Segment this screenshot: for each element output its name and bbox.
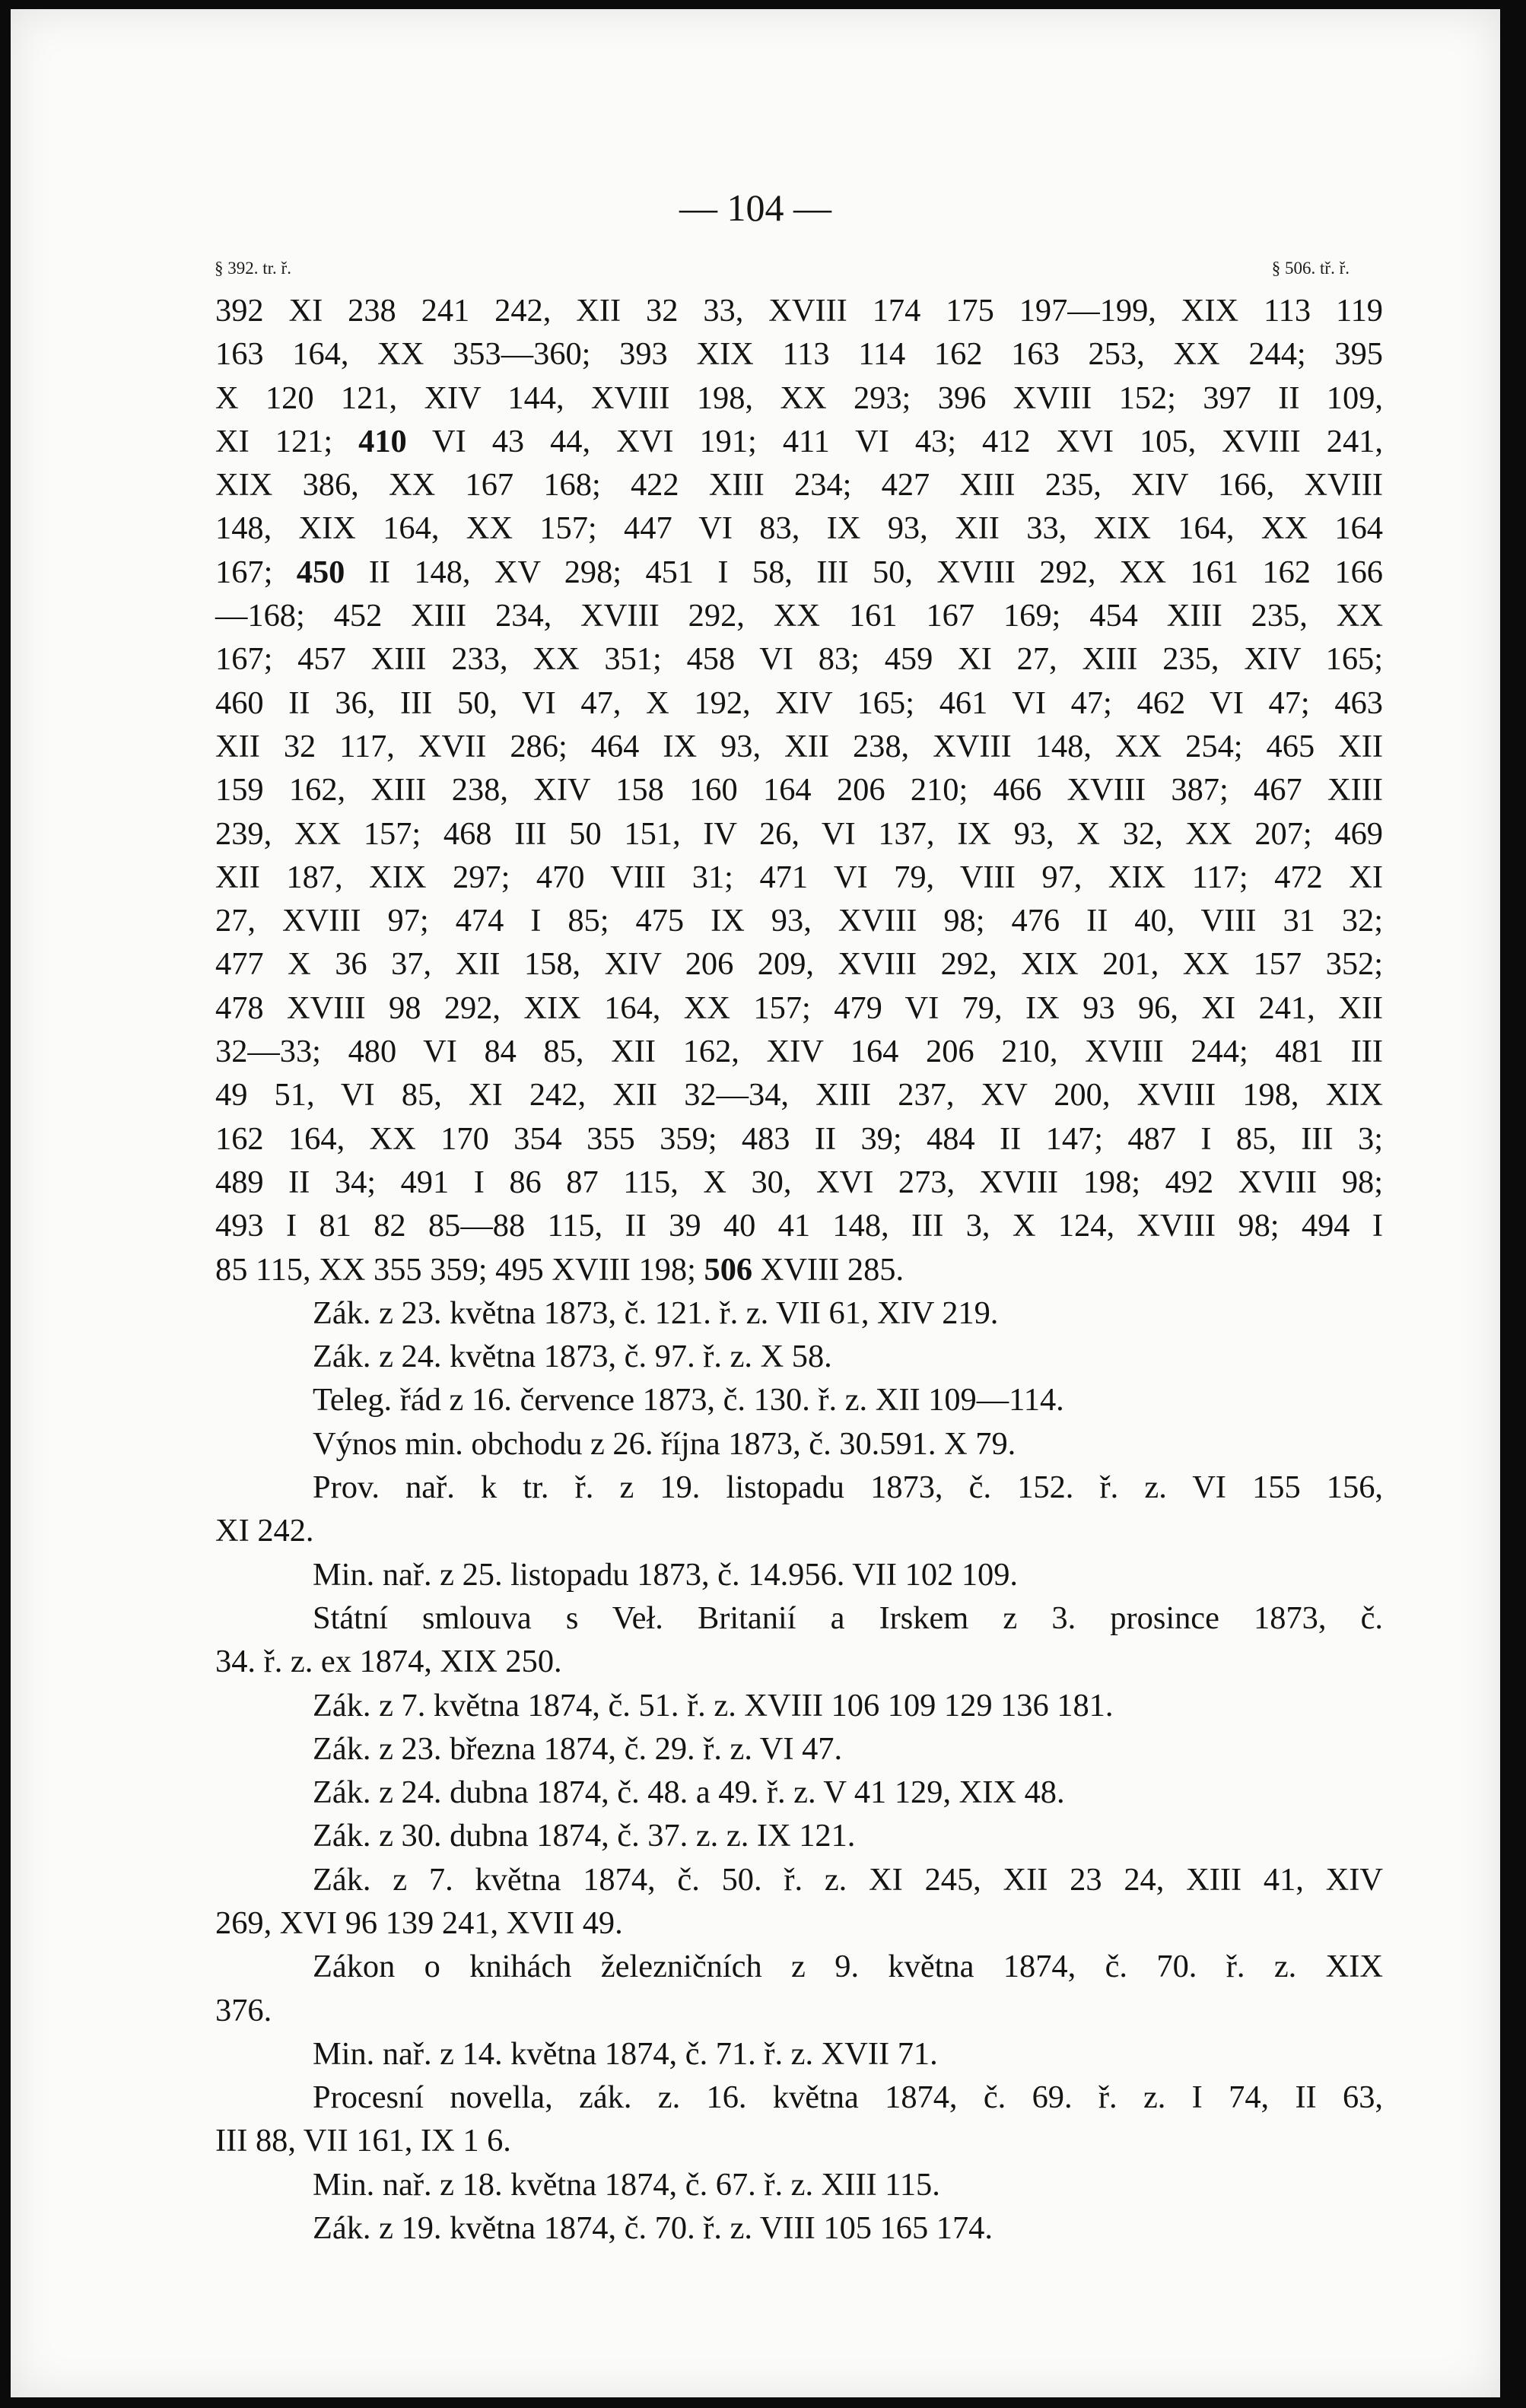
index-line <box>215 420 1383 463</box>
index-text: VI 43 44, XVI 191; 411 VI 43; 412 XVI 105, XVIII 241, <box>431 423 1383 459</box>
index-line: 477 X 36 37, XII 158, XIV 206 209, XVIII 292, XIX 201, XX 157 352; <box>215 946 1383 983</box>
index-line: 392 XI 238 241 242, XII 32 33, XVIII 174 175 197—199, XIX 113 119 <box>215 293 1383 329</box>
index-line: 159 162, XIII 238, XIV 158 160 164 206 210; 466 XVIII 387; 467 XIII <box>215 772 1383 808</box>
page-number: — 104 — <box>679 186 831 229</box>
index-line <box>215 551 1383 594</box>
entry-line: Zák. z 7. května 1874, č. 51. ř. z. XVIII 106 109 129 136 181. <box>313 1687 1114 1723</box>
entry-line: Min. nař. z 25. listopadu 1873, č. 14.956. VII 102 109. <box>313 1556 1019 1593</box>
entry-line: Prov. nař. k tr. ř. z 19. listopadu 1873, č. 152. ř. z. VI 155 156, <box>313 1469 1383 1506</box>
index-text: XI 121; <box>215 423 333 459</box>
index-text: XVIII 285. <box>760 1251 904 1288</box>
index-text: 167; <box>215 554 273 590</box>
bold-section-number: 506 <box>704 1251 753 1288</box>
entry-line: Zákon o knihách železničních z 9. května 1874, č. 70. ř. z. XIX <box>313 1949 1383 1985</box>
entry-line: Zák. z 24. dubna 1874, č. 48. a 49. ř. z. V 41 129, XIX 48. <box>313 1774 1065 1811</box>
entry-line: III 88, VII 161, IX 1 6. <box>215 2123 511 2159</box>
index-line: 167; 457 XIII 233, XX 351; 458 VI 83; 459 XI 27, XIII 235, XIV 165; <box>215 641 1383 678</box>
index-line: XII 187, XIX 297; 470 VIII 31; 471 VI 79, VIII 97, XIX 117; 472 XI <box>215 859 1383 895</box>
bold-section-number: 450 <box>296 554 345 590</box>
entry-line: Zák. z 23. března 1874, č. 29. ř. z. VI 47. <box>313 1730 843 1767</box>
running-head-left: § 392. tr. ř. <box>215 259 291 278</box>
text-block <box>215 289 1383 2250</box>
index-line: 148, XIX 164, XX 157; 447 VI 83, IX 93, XII 33, XIX 164, XX 164 <box>215 510 1383 547</box>
index-line: 49 51, VI 85, XI 242, XII 32—34, XIII 237, XV 200, XVIII 198, XIX <box>215 1077 1383 1113</box>
entry-line: Zák. z 23. května 1873, č. 121. ř. z. VII 61, XIV 219. <box>313 1295 999 1331</box>
index-line <box>215 1248 1383 1291</box>
bold-section-number: 410 <box>358 423 407 459</box>
entry-line: Zák. z 30. dubna 1874, č. 37. z. z. IX 121. <box>313 1818 856 1854</box>
index-line: 460 II 36, III 50, VI 47, X 192, XIV 165; 461 VI 47; 462 VI 47; 463 <box>215 685 1383 721</box>
entry-line: Teleg. řád z 16. července 1873, č. 130. ř. z. XII 109—114. <box>313 1382 1064 1418</box>
index-line: X 120 121, XIV 144, XVIII 198, XX 293; 396 XVIII 152; 397 II 109, <box>215 380 1383 416</box>
entry-line: 269, XVI 96 139 241, XVII 49. <box>215 1904 623 1941</box>
entry-line: XI 242. <box>215 1513 314 1549</box>
index-line: 489 II 34; 491 I 86 87 115, X 30, XVI 273, XVIII 198; 492 XVIII 98; <box>215 1164 1383 1200</box>
index-line: 478 XVIII 98 292, XIX 164, XX 157; 479 VI 79, IX 93 96, XI 241, XII <box>215 990 1383 1026</box>
index-text: II 148, XV 298; 451 I 58, III 50, XVIII 292, XX 161 162 166 <box>368 554 1383 590</box>
index-line: XII 32 117, XVII 286; 464 IX 93, XII 238, XVIII 148, XX 254; 465 XII <box>215 728 1383 764</box>
index-line: 32—33; 480 VI 84 85, XII 162, XIV 164 206 210, XVIII 244; 481 III <box>215 1034 1383 1070</box>
index-text: 85 115, XX 355 359; 495 XVIII 198; <box>215 1251 696 1288</box>
index-line: 27, XVIII 97; 474 I 85; 475 IX 93, XVIII 98; 476 II 40, VIII 31 32; <box>215 903 1383 939</box>
index-line: —168; 452 XIII 234, XVIII 292, XX 161 167 169; 454 XIII 235, XX <box>215 598 1383 634</box>
index-line: 493 I 81 82 85—88 115, II 39 40 41 148, III 3, X 124, XVIII 98; 494 I <box>215 1208 1383 1244</box>
entry-line: 376. <box>215 1992 272 2028</box>
entry-line: Zák. z 24. května 1873, č. 97. ř. z. X 58. <box>313 1339 832 1375</box>
entry-line: Zák. z 19. května 1874, č. 70. ř. z. VIII 105 165 174. <box>313 2210 993 2247</box>
index-line: 239, XX 157; 468 III 50 151, IV 26, VI 137, IX 93, X 32, XX 207; 469 <box>215 815 1383 852</box>
index-line: XIX 386, XX 167 168; 422 XIII 234; 427 XIII 235, XIV 166, XVIII <box>215 467 1383 504</box>
index-line: 163 164, XX 353—360; 393 XIX 113 114 162 163 253, XX 244; 395 <box>215 336 1383 373</box>
entry-line: Výnos min. obchodu z 26. října 1873, č. 30.591. X 79. <box>313 1425 1016 1462</box>
entry-line: 34. ř. z. ex 1874, XIX 250. <box>215 1644 562 1680</box>
running-head-right: § 506. tř. ř. <box>1271 259 1350 278</box>
entry-line: Zák. z 7. května 1874, č. 50. ř. z. XI 245, XII 23 24, XIII 41, XIV <box>313 1861 1383 1898</box>
index-line: 162 164, XX 170 354 355 359; 483 II 39; 484 II 147; 487 I 85, III 3; <box>215 1120 1383 1157</box>
entry-line: Státní smlouva s Veł. Britanií a Irskem z 3. prosince 1873, č. <box>313 1600 1383 1636</box>
book-page <box>11 9 1500 2397</box>
entry-line: Min. nař. z 18. května 1874, č. 67. ř. z. XIII 115. <box>313 2166 940 2203</box>
entry-line: Procesní novella, zák. z. 16. května 1874, č. 69. ř. z. I 74, II 63, <box>313 2079 1383 2116</box>
entry-line: Min. nař. z 14. května 1874, č. 71. ř. z. XVII 71. <box>313 2035 938 2072</box>
